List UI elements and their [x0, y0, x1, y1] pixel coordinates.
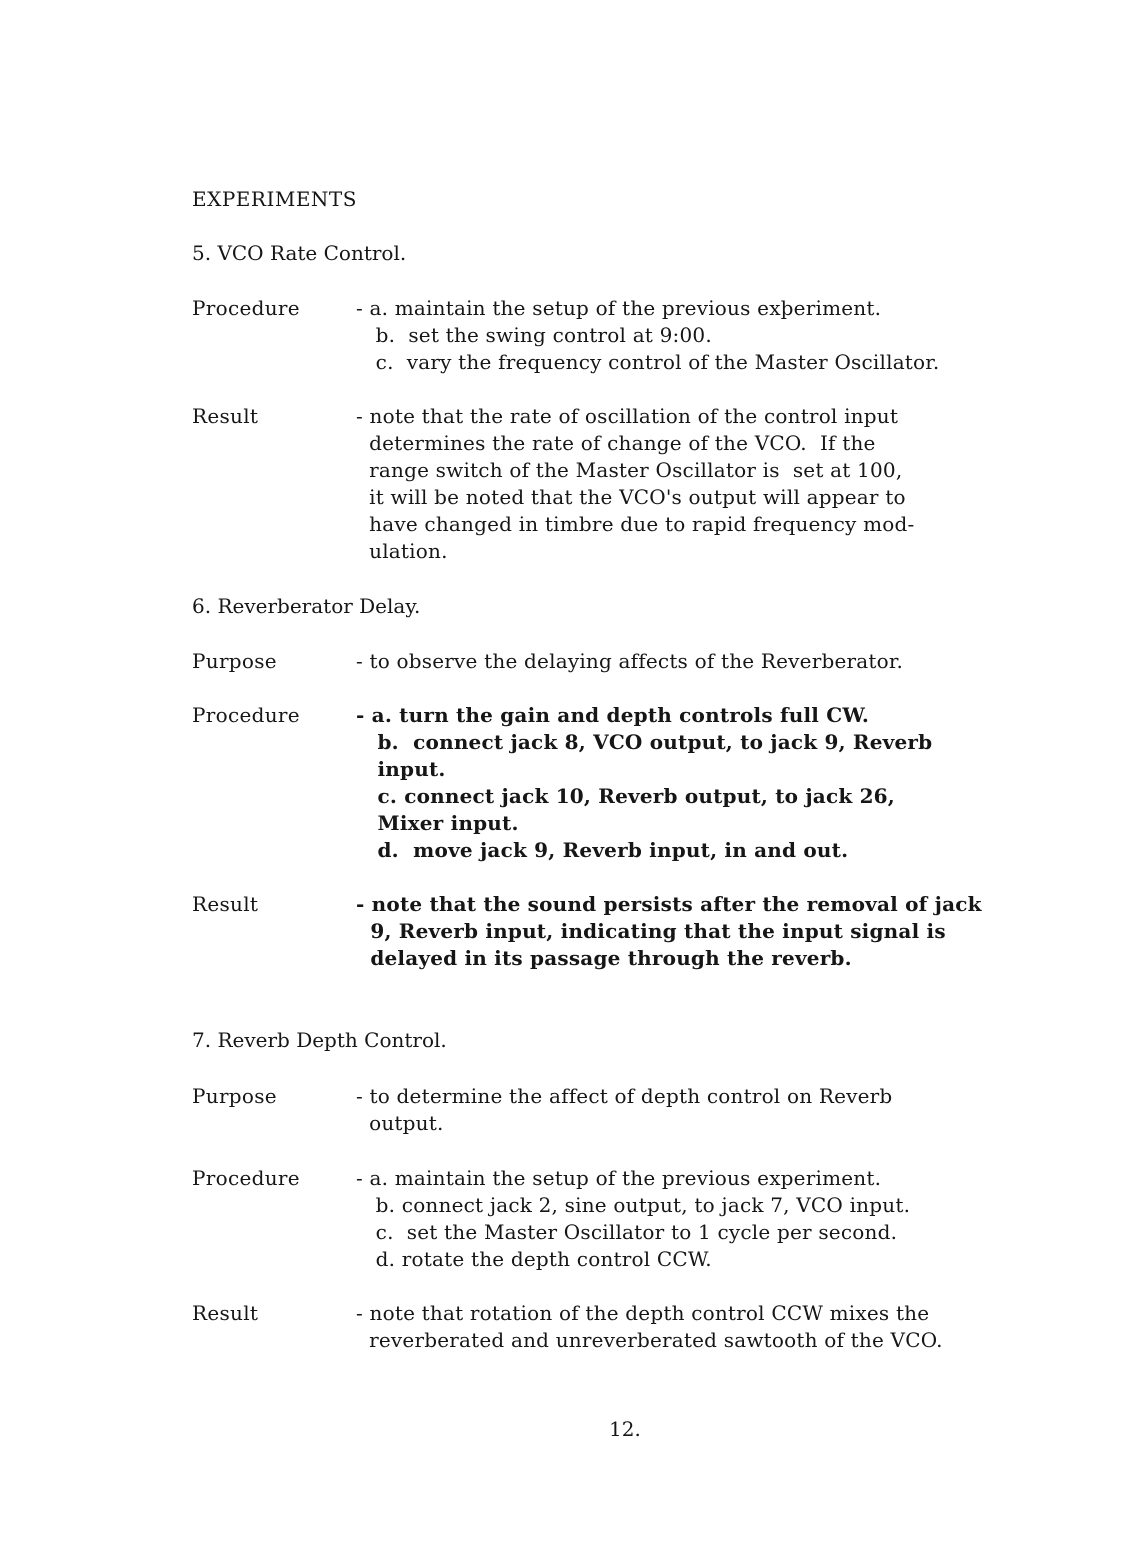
procedure-line: d. move jack 9, Reverb input, in and out. — [356, 838, 849, 862]
experiment-7-purpose-label: Purpose — [192, 1084, 277, 1108]
procedure-line: d. rotate the depth control CCW. — [356, 1247, 712, 1271]
purpose-line: - to observe the delaying affects of the Reverberator. — [356, 649, 904, 673]
page-number: 12. — [609, 1417, 641, 1441]
result-line: it will be noted that the VCO's output will appear to — [356, 485, 906, 509]
procedure-line: input. — [356, 757, 446, 781]
result-line: have changed in timbre due to rapid frequency mod- — [356, 512, 915, 536]
result-line: - note that rotation of the depth control CCW mixes the — [356, 1301, 930, 1325]
experiment-5-title: 5. VCO Rate Control. — [192, 241, 407, 265]
result-line: determines the rate of change of the VCO. If the — [356, 431, 876, 455]
experiment-6-result-label: Result — [192, 892, 259, 916]
experiment-7-procedure-label: Procedure — [192, 1166, 300, 1190]
experiment-5-result-text — [356, 403, 914, 565]
procedure-line: c. set the Master Oscillator to 1 cycle per second. — [356, 1220, 898, 1244]
section-heading: EXPERIMENTS — [192, 187, 357, 211]
experiment-5-procedure-label: Procedure — [192, 296, 300, 320]
procedure-line: - a. turn the gain and depth controls full CW. — [356, 703, 870, 727]
experiment-5-result-label: Result — [192, 404, 259, 428]
result-line: - note that the rate of oscillation of the control input — [356, 404, 899, 428]
purpose-line: output. — [356, 1111, 444, 1135]
experiment-7-result-label: Result — [192, 1301, 259, 1325]
procedure-line: - a. maintain the setup of the previous experiment. — [356, 1166, 882, 1190]
experiment-6-purpose-text — [356, 648, 903, 675]
experiment-6-procedure-list — [356, 702, 932, 864]
experiment-7-procedure-list — [356, 1165, 910, 1273]
result-line: - note that the sound persists after the removal of jack — [356, 892, 982, 916]
result-line: ulation. — [356, 539, 448, 563]
experiment-6-result-text — [356, 891, 982, 972]
procedure-line: b. set the swing control at 9:00. — [356, 323, 712, 347]
procedure-line: - a. maintain the setup of the previous exþeriment. — [356, 296, 882, 320]
procedure-line: b. connect jack 2, sine output, to jack 7, VCO input. — [356, 1193, 911, 1217]
experiment-7-title: 7. Reverb Depth Control. — [192, 1028, 447, 1052]
result-line: delayed in its passage through the reverb. — [356, 946, 852, 970]
procedure-line: b. connect jack 8, VCO output, to jack 9, Reverb — [356, 730, 933, 754]
procedure-line: c. vary the frequency control of the Master Oscillator. — [356, 350, 940, 374]
experiment-6-title: 6. Reverberator Delay. — [192, 594, 421, 618]
result-line: reverberated and unreverberated sawtooth of the VCO. — [356, 1328, 943, 1352]
experiment-5-procedure-list — [356, 295, 939, 376]
purpose-line: - to determine the affect of depth control on Reverb — [356, 1084, 893, 1108]
experiment-7-result-text — [356, 1300, 943, 1354]
result-line: range switch of the Master Oscillator is set at 100, — [356, 458, 903, 482]
procedure-line: c. connect jack 10, Reverb output, to jack 26, — [356, 784, 895, 808]
experiment-6-purpose-label: Purpose — [192, 649, 277, 673]
result-line: 9, Reverb input, indicating that the input signal is — [356, 919, 946, 943]
experiment-7-purpose-text — [356, 1083, 892, 1137]
experiment-6-procedure-label: Procedure — [192, 703, 300, 727]
procedure-line: Mixer input. — [356, 811, 519, 835]
